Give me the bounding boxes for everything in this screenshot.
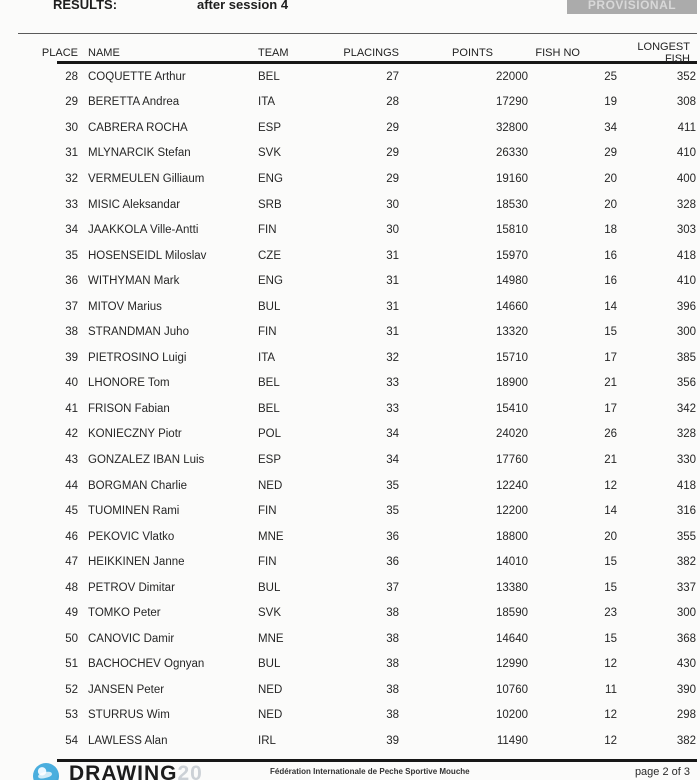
cell-place: 32 (65, 172, 78, 185)
cell-team: SRB (258, 198, 282, 211)
cell-team: BEL (258, 377, 280, 390)
cell-place: 53 (65, 709, 78, 722)
cell-team: BUL (258, 300, 281, 313)
table-row (0, 192, 697, 218)
table-row (0, 575, 697, 601)
cell-longest-fish: 328 (676, 428, 696, 441)
cell-place: 54 (65, 734, 78, 747)
cell-points: 13380 (496, 581, 528, 594)
table-row (0, 473, 697, 499)
cell-team: FIN (258, 224, 277, 237)
cell-points: 12200 (496, 505, 528, 518)
table-row (0, 166, 697, 192)
cell-fish-no: 12 (604, 709, 617, 722)
cell-placings: 31 (386, 249, 399, 262)
cell-name: BACHOCHEV Ognyan (88, 658, 205, 671)
cell-place: 29 (65, 96, 78, 109)
cell-points: 13320 (496, 326, 528, 339)
cell-team: BUL (258, 581, 281, 594)
cell-name: FRISON Fabian (88, 402, 170, 415)
table-row (0, 243, 697, 269)
cell-name: LHONORE Tom (88, 377, 170, 390)
federation-text: Fédération Internationale de Peche Sportive Mouche (270, 767, 470, 776)
cell-longest-fish: 300 (676, 607, 696, 620)
cell-longest-fish: 411 (677, 121, 696, 134)
cell-longest-fish: 330 (676, 453, 696, 466)
column-header-name: NAME (88, 47, 120, 59)
cell-fish-no: 29 (604, 147, 617, 160)
cell-fish-no: 11 (605, 683, 617, 696)
cell-team: BUL (258, 658, 281, 671)
cell-team: FIN (258, 556, 277, 569)
cell-fish-no: 14 (604, 300, 617, 313)
cell-place: 50 (65, 632, 78, 645)
cell-points: 24020 (496, 428, 528, 441)
cell-placings: 32 (386, 351, 399, 364)
cell-fish-no: 20 (604, 198, 617, 211)
table-row (0, 652, 697, 678)
cell-longest-fish: 396 (676, 300, 696, 313)
cell-fish-no: 15 (604, 326, 617, 339)
cell-longest-fish: 418 (676, 479, 696, 492)
cell-name: TOMKO Peter (88, 607, 161, 620)
cell-place: 47 (65, 556, 78, 569)
column-header-team: TEAM (258, 47, 289, 59)
cell-points: 18900 (496, 377, 528, 390)
cell-place: 30 (65, 121, 78, 134)
cell-team: ESP (258, 453, 282, 466)
cell-longest-fish: 385 (676, 351, 696, 364)
cell-fish-no: 21 (604, 453, 617, 466)
table-row (0, 141, 697, 167)
table-row (0, 447, 697, 473)
cell-place: 36 (65, 275, 78, 288)
cell-fish-no: 17 (604, 351, 617, 364)
cell-longest-fish: 337 (676, 581, 696, 594)
cell-place: 52 (65, 683, 78, 696)
cell-place: 43 (65, 453, 78, 466)
header-top-rule (18, 33, 697, 34)
cell-place: 51 (65, 658, 78, 671)
cell-placings: 29 (386, 121, 399, 134)
logo-suffix: 20 (177, 762, 203, 780)
cell-points: 14010 (496, 556, 528, 569)
table-body (0, 64, 697, 754)
column-header-placings: PLACINGS (343, 47, 399, 59)
cell-team: BEL (258, 70, 280, 83)
cell-points: 11490 (496, 734, 528, 747)
cell-longest-fish: 300 (676, 326, 696, 339)
session-label: after session 4 (197, 0, 289, 12)
cell-fish-no: 20 (604, 530, 617, 543)
cell-points: 17290 (496, 96, 528, 109)
cell-team: NED (258, 683, 283, 696)
cell-points: 18800 (496, 530, 528, 543)
cell-placings: 38 (386, 607, 399, 620)
cell-name: HEIKKINEN Janne (88, 556, 185, 569)
cell-name: MLYNARCIK Stefan (88, 147, 191, 160)
cell-placings: 38 (386, 658, 399, 671)
cell-name: WITHYMAN Mark (88, 275, 180, 288)
cell-longest-fish: 316 (676, 505, 696, 518)
globe-icon (33, 763, 59, 780)
table-row (0, 728, 697, 754)
cell-fish-no: 18 (604, 224, 617, 237)
cell-points: 12990 (496, 658, 528, 671)
cell-team: POL (258, 428, 282, 441)
column-header-longest-fish: LONGEST FISH (637, 41, 690, 65)
cell-fish-no: 12 (604, 734, 617, 747)
cell-fish-no: 20 (604, 172, 617, 185)
cell-placings: 37 (386, 581, 399, 594)
cell-place: 40 (65, 377, 78, 390)
cell-place: 42 (65, 428, 78, 441)
cell-name: CANOVIC Damir (88, 632, 175, 645)
cell-place: 44 (65, 479, 78, 492)
cell-placings: 34 (386, 453, 399, 466)
cell-name: MISIC Aleksandar (88, 198, 181, 211)
cell-place: 45 (65, 505, 78, 518)
table-row (0, 217, 697, 243)
cell-points: 15710 (496, 351, 528, 364)
cell-longest-fish: 382 (676, 556, 696, 569)
cell-longest-fish: 418 (676, 249, 696, 262)
cell-placings: 38 (386, 683, 399, 696)
cell-name: CABRERA ROCHA (88, 121, 188, 134)
cell-points: 22000 (496, 70, 528, 83)
cell-longest-fish: 356 (676, 377, 696, 390)
cell-place: 35 (65, 249, 78, 262)
cell-team: SVK (258, 607, 282, 620)
cell-place: 49 (65, 607, 78, 620)
table-row (0, 371, 697, 397)
cell-name: GONZALEZ IBAN Luis (88, 453, 205, 466)
cell-longest-fish: 400 (676, 172, 696, 185)
cell-points: 15410 (496, 402, 528, 415)
cell-team: FIN (258, 505, 277, 518)
cell-fish-no: 23 (604, 607, 617, 620)
table-row (0, 115, 697, 141)
cell-place: 37 (65, 300, 78, 313)
table-row (0, 600, 697, 626)
page-indicator: page 2 of 3 (634, 766, 690, 778)
cell-points: 15810 (496, 224, 528, 237)
cell-placings: 31 (386, 300, 399, 313)
cell-name: BORGMAN Charlie (88, 479, 188, 492)
cell-points: 14640 (496, 632, 528, 645)
cell-team: FIN (258, 326, 277, 339)
cell-name: VERMEULEN Gilliaum (88, 172, 205, 185)
cell-longest-fish: 368 (676, 632, 696, 645)
cell-fish-no: 15 (604, 556, 617, 569)
table-row (0, 268, 697, 294)
table-row (0, 90, 697, 116)
cell-placings: 31 (386, 275, 399, 288)
cell-points: 10760 (496, 683, 528, 696)
cell-points: 18530 (496, 198, 528, 211)
cell-team: MNE (258, 530, 284, 543)
cell-team: CZE (258, 249, 281, 262)
cell-team: ENG (258, 275, 283, 288)
table-row (0, 626, 697, 652)
cell-fish-no: 14 (604, 505, 617, 518)
cell-points: 26330 (496, 147, 528, 160)
cell-fish-no: 26 (604, 428, 617, 441)
cell-longest-fish: 355 (676, 530, 696, 543)
cell-placings: 35 (386, 479, 399, 492)
cell-points: 15970 (496, 249, 528, 262)
cell-points: 14660 (496, 300, 528, 313)
cell-team: MNE (258, 632, 284, 645)
cell-placings: 33 (386, 377, 399, 390)
cell-placings: 39 (386, 734, 399, 747)
cell-longest-fish: 430 (676, 658, 696, 671)
cell-placings: 34 (386, 428, 399, 441)
cell-placings: 29 (386, 147, 399, 160)
cell-points: 14980 (496, 275, 528, 288)
cell-name: LAWLESS Alan (88, 734, 168, 747)
cell-placings: 38 (386, 632, 399, 645)
cell-placings: 30 (386, 198, 399, 211)
cell-placings: 31 (386, 326, 399, 339)
table-row (0, 498, 697, 524)
cell-place: 39 (65, 351, 78, 364)
cell-fish-no: 17 (604, 402, 617, 415)
cell-place: 31 (65, 147, 78, 160)
cell-name: STURRUS Wim (88, 709, 170, 722)
cell-team: ITA (258, 351, 276, 364)
table-row (0, 396, 697, 422)
column-header-place: PLACE (41, 47, 78, 59)
cell-team: ESP (258, 121, 282, 134)
cell-longest-fish: 303 (676, 224, 696, 237)
cell-name: PETROV Dimitar (88, 581, 175, 594)
cell-name: TUOMINEN Rami (88, 505, 180, 518)
cell-points: 17760 (496, 453, 528, 466)
table-row (0, 549, 697, 575)
cell-placings: 30 (386, 224, 399, 237)
cell-fish-no: 25 (604, 70, 617, 83)
cell-name: PEKOVIC Vlatko (88, 530, 175, 543)
cell-longest-fish: 382 (676, 734, 696, 747)
cell-fish-no: 15 (604, 632, 617, 645)
cell-longest-fish: 298 (676, 709, 696, 722)
cell-team: NED (258, 709, 283, 722)
cell-place: 48 (65, 581, 78, 594)
cell-name: PIETROSINO Luigi (88, 351, 187, 364)
cell-fish-no: 12 (604, 658, 617, 671)
cell-placings: 29 (386, 172, 399, 185)
cell-team: BEL (258, 402, 280, 415)
cell-fish-no: 19 (604, 96, 617, 109)
cell-name: MITOV Marius (88, 300, 162, 313)
cell-name: STRANDMAN Juho (88, 326, 189, 339)
cell-placings: 27 (386, 70, 399, 83)
cell-longest-fish: 328 (676, 198, 696, 211)
table-header-row (0, 41, 697, 65)
cell-points: 19160 (496, 172, 528, 185)
table-row (0, 294, 697, 320)
cell-fish-no: 12 (604, 479, 617, 492)
cell-placings: 38 (386, 709, 399, 722)
cell-place: 34 (65, 224, 78, 237)
cell-team: SVK (258, 147, 282, 160)
cell-placings: 33 (386, 402, 399, 415)
cell-fish-no: 15 (604, 581, 617, 594)
cell-points: 32800 (496, 121, 528, 134)
cell-points: 12240 (496, 479, 528, 492)
cell-team: ENG (258, 172, 283, 185)
table-row (0, 677, 697, 703)
table-row (0, 64, 697, 90)
cell-place: 46 (65, 530, 78, 543)
cell-place: 33 (65, 198, 78, 211)
cell-team: NED (258, 479, 283, 492)
cell-place: 28 (65, 70, 78, 83)
cell-name: HOSENSEIDL Miloslav (88, 249, 207, 262)
cell-name: KONIECZNY Piotr (88, 428, 182, 441)
provisional-badge: PROVISIONAL (567, 0, 697, 14)
cell-fish-no: 34 (604, 121, 617, 134)
cell-points: 10200 (496, 709, 528, 722)
cell-team: IRL (258, 734, 276, 747)
cell-longest-fish: 390 (676, 683, 696, 696)
drawing-logo (33, 763, 203, 780)
cell-longest-fish: 410 (676, 275, 696, 288)
cell-team: ITA (258, 96, 276, 109)
cell-place: 38 (65, 326, 78, 339)
cell-name: JAAKKOLA Ville-Antti (88, 224, 199, 237)
table-row (0, 422, 697, 448)
cell-name: COQUETTE Arthur (88, 70, 186, 83)
cell-longest-fish: 352 (676, 70, 696, 83)
cell-fish-no: 16 (604, 249, 617, 262)
cell-name: JANSEN Peter (88, 683, 165, 696)
cell-name: BERETTA Andrea (88, 96, 180, 109)
table-row (0, 703, 697, 729)
cell-fish-no: 16 (604, 275, 617, 288)
table-row (0, 319, 697, 345)
table-row (0, 524, 697, 550)
cell-placings: 36 (386, 556, 399, 569)
cell-points: 18590 (496, 607, 528, 620)
cell-longest-fish: 308 (676, 96, 696, 109)
cell-longest-fish: 342 (676, 402, 696, 415)
cell-placings: 35 (386, 505, 399, 518)
cell-placings: 36 (386, 530, 399, 543)
column-header-fish-no: FISH NO (535, 47, 580, 59)
table-row (0, 345, 697, 371)
cell-fish-no: 21 (604, 377, 617, 390)
cell-placings: 28 (386, 96, 399, 109)
column-header-points: POINTS (452, 47, 493, 59)
logo-word: DRAWING (69, 762, 178, 780)
cell-longest-fish: 410 (676, 147, 696, 160)
cell-place: 41 (65, 402, 78, 415)
results-label: RESULTS: (53, 0, 118, 12)
